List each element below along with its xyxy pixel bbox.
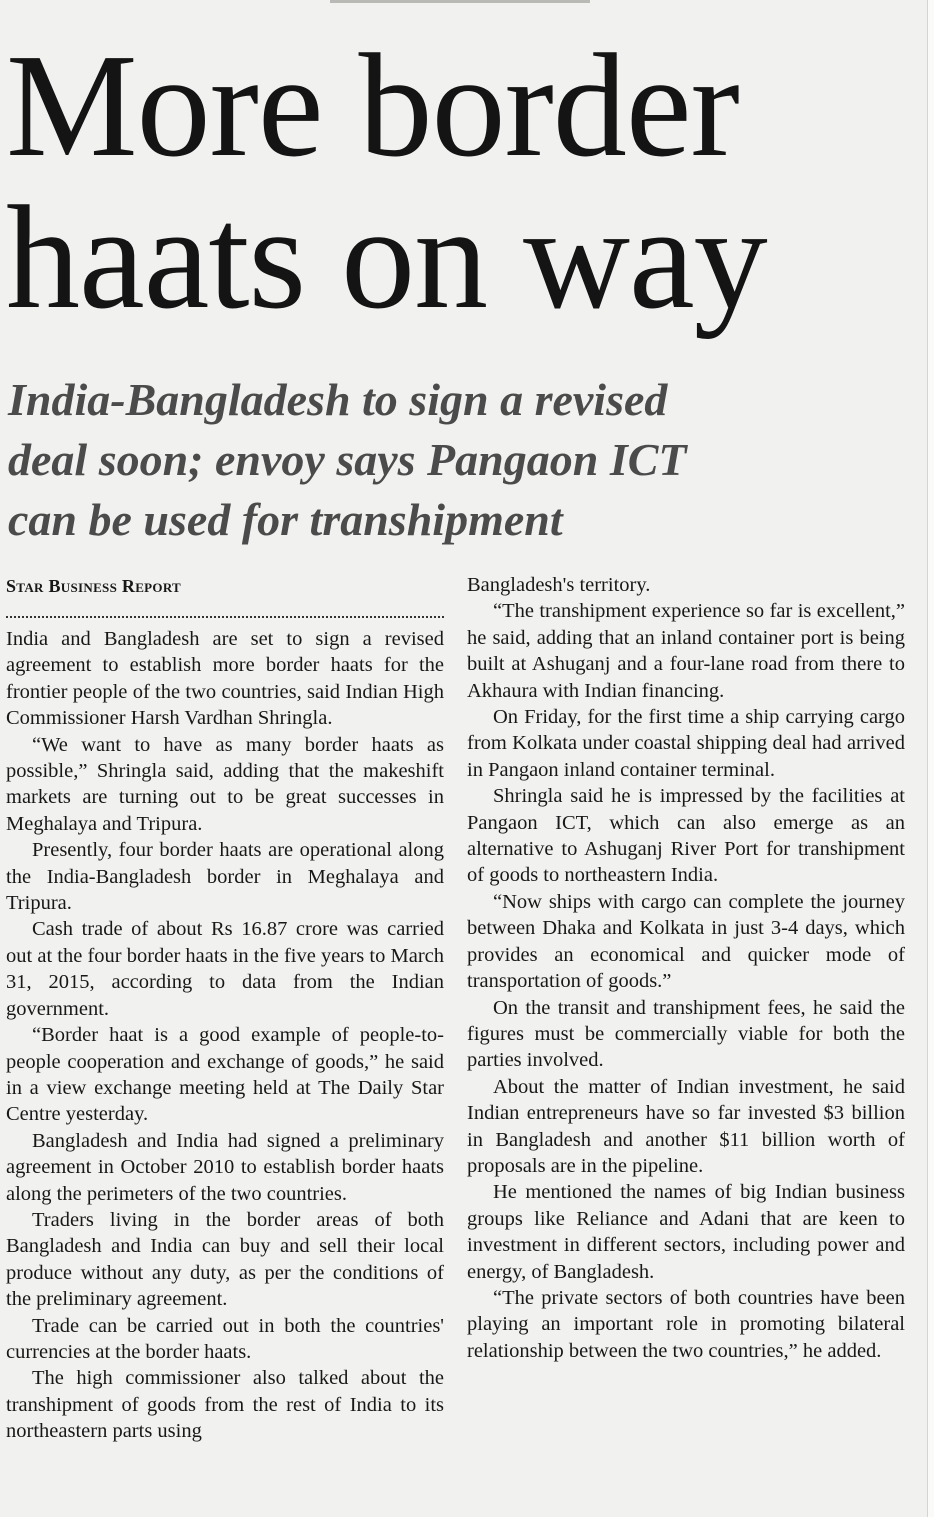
article-column-left: [6, 572, 444, 1445]
headline-line: haats on way: [6, 176, 767, 340]
subheadline-line: can be used for transhipment: [8, 494, 563, 545]
paragraph: Presently, four border haats are operational along the India-Bangladesh border in Meghalaya and Tripura.: [6, 839, 444, 915]
paragraph: Trade can be carried out in both the countries' currencies at the border haats.: [6, 1314, 444, 1363]
headline-line: More border: [6, 24, 739, 188]
byline: Star Business Report: [6, 576, 182, 596]
paragraph-continuation: Bangladesh's territory.: [467, 574, 651, 596]
paragraph: The high commissioner also talked about the transhipment of goods from the rest of India to its northeastern parts using: [6, 1367, 444, 1443]
paragraph: “Border haat is a good example of people-to-people cooperation and exchange of goods,” he said in a view exchange meeting held at The Daily Star Centre yesterday.: [6, 1024, 444, 1126]
page-edge: [927, 0, 934, 1517]
paragraph: About the matter of Indian investment, he said Indian entrepreneurs have so far invested $3 billion in Bangladesh and another $11 billion worth of proposals are in the pipeline.: [467, 1075, 905, 1177]
subheadline: [8, 370, 908, 550]
headline: [6, 24, 916, 340]
paragraph: “Now ships with cargo can complete the journey between Dhaka and Kolkata in just 3-4 days, which provides an economical and quicker mode of transportation of goods.”: [467, 890, 905, 993]
top-rule: [330, 0, 590, 3]
paragraph: Traders living in the border areas of both Bangladesh and India can buy and sell their local produce without any duty, as per the conditions of the preliminary agreement.: [6, 1208, 444, 1311]
paragraph: “The private sectors of both countries have been playing an important role in promoting bilateral relationship between the two countries,” he added.: [467, 1286, 905, 1362]
paragraph: Shringla said he is impressed by the facilities at Pangaon ICT, which can also emerge as an alternative to Ashuganj River Port for transhipment of goods to northeastern India.: [467, 785, 905, 887]
paragraph: On the transit and transhipment fees, he said the figures must be commercially viable for both the parties involved.: [467, 996, 905, 1072]
paragraph: “We want to have as many border haats as possible,” Shringla said, adding that the makeshift markets are turning out to be great successes in Meghalaya and Tripura.: [6, 733, 444, 835]
subheadline-line: India-Bangladesh to sign a revised: [8, 374, 668, 425]
dotted-divider: [6, 598, 444, 618]
paragraph: On Friday, for the first time a ship carrying cargo from Kolkata under coastal shipping deal had arrived in Pangaon inland container terminal.: [467, 706, 905, 781]
paragraph: “The transhipment experience so far is excellent,” he said, adding that an inland container port is being built at Ashuganj and a four-lane road from there to Akhaura with Indian financing.: [467, 600, 905, 702]
subheadline-line: deal soon; envoy says Pangaon ICT: [8, 434, 687, 485]
paragraph: Bangladesh and India had signed a preliminary agreement in October 2010 to establish border haats along the perimeters of the two countries.: [6, 1129, 444, 1205]
article-column-right: [467, 572, 905, 1364]
paragraph: India and Bangladesh are set to sign a revised agreement to establish more border haats for the frontier people of the two countries, said Indian High Commissioner Harsh Vardhan Shringla.: [6, 628, 444, 730]
paragraph: He mentioned the names of big Indian business groups like Reliance and Adani that are keen to investment in different sectors, including power and energy, of Bangladesh.: [467, 1181, 905, 1283]
paragraph: Cash trade of about Rs 16.87 crore was carried out at the four border haats in the five years to March 31, 2015, according to data from the Indian government.: [6, 918, 444, 1020]
